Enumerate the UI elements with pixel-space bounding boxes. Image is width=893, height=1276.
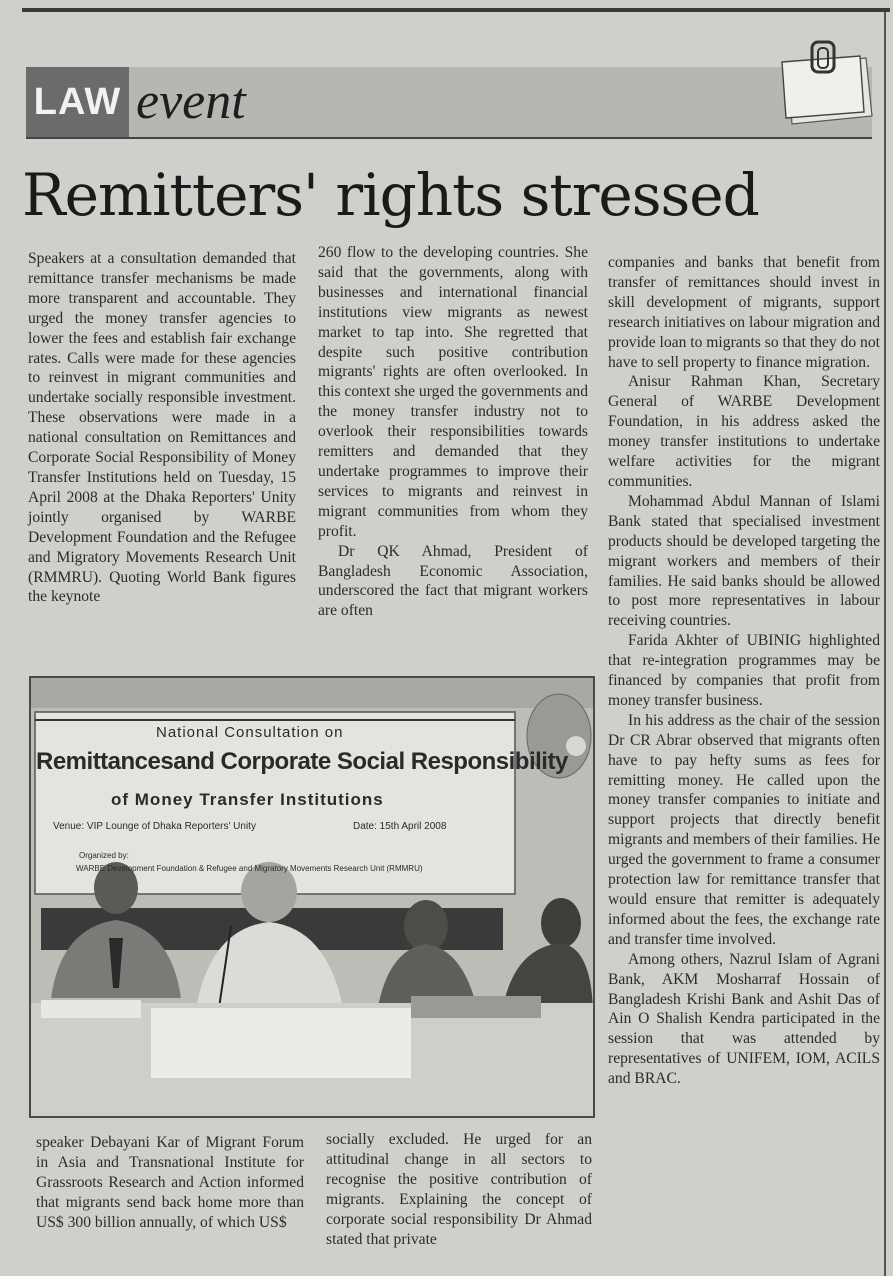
section-banner bbox=[26, 67, 872, 139]
photo-banner-organizers: WARBE Development Foundation & Refugee and Migratory Movements Research Unit (RMMRU) bbox=[76, 864, 423, 873]
paragraph: speaker Debayani Kar of Migrant Forum in Asia and Transnational Institute for Grassroots Research and Action informed that migrants send back home more than US$ 300 billion annually, of which US$ bbox=[36, 1134, 304, 1231]
article-column-5 bbox=[326, 1130, 592, 1249]
photo-banner-line3: of Money Transfer Institutions bbox=[111, 790, 384, 809]
paragraph: Speakers at a consultation demanded that remittance transfer mechanisms be made more transparent and accountable. They urged the money transfer agencies to lower the fees and establish fair exchange rates. Calls were made for these agencies to reinvest in migrant communities and undertake socially responsible investment. These observations were made in a national consultation on Remittances and Corporate Social Responsibility of Money Transfer Institutions held on Tuesday, 15 April 2008 at the Dhaka Reporters' Unity jointly organised by WARBE Development Foundation and the Refugee and Migratory Movements Research Unit (RMMRU). Quoting World Bank figures the keynote bbox=[28, 250, 296, 606]
paragraph: socially excluded. He urged for an attitudinal change in all sectors to recognise the positive contribution of migrants. Explaining the concept of corporate social responsibility Dr Ahmad stated that private bbox=[326, 1131, 592, 1248]
paragraph: Anisur Rahman Khan, Secretary General of WARBE Development Foundation, in his address asked the money transfer institutions to undertake welfare activities for the migrant communities. bbox=[608, 373, 880, 490]
paragraph: companies and banks that benefit from transfer of remittances should invest in skill development of migrants, support research initiatives on labour migration and provide loan to migrants so that they do not have to sell property to finance migration. bbox=[608, 254, 880, 371]
headline: Remitters' rights stressed bbox=[22, 161, 759, 229]
paragraph: Mohammad Abdul Mannan of Islami Bank stated that specialised investment products should be developed targeting the migrant workers and members of their families. He said banks should be allowed to post more representatives in labour receiving countries. bbox=[608, 492, 880, 630]
article-column-4 bbox=[36, 1133, 304, 1233]
section-label-event: event bbox=[136, 73, 246, 130]
photo-banner-organized-by: Organized by: bbox=[79, 851, 129, 860]
top-rule bbox=[22, 8, 890, 12]
article-column-1 bbox=[28, 249, 296, 607]
photo-banner-line1: National Consultation on bbox=[156, 724, 344, 741]
section-label-law: LAW bbox=[26, 67, 129, 137]
article-column-2 bbox=[318, 243, 588, 621]
column-divider bbox=[884, 12, 886, 1276]
photo-banner-date: Date: 15th April 2008 bbox=[353, 821, 447, 832]
paragraph: 260 flow to the developing countries. She said that the governments, along with businesses and international financial institutions view migrants as newest market to tap into. She regretted that despite such positive contribution migrants' rights are often overlooked. In this context she urged the governments and the money transfer industry not to overlook their responsibilities towards remitters and demanded that they undertake programmes to improve their services to migrants and reinvest in migrant communities from whom they profit. bbox=[318, 244, 588, 540]
paragraph: Among others, Nazrul Islam of Agrani Bank, AKM Mosharraf Hossain of Bangladesh Krishi Bank and Ashit Das of Ain O Shalish Kendra participated in the session that was attended by representatives of UNIFEM, IOM, ACILS and BRAC. bbox=[608, 950, 880, 1088]
paragraph: Dr QK Ahmad, President of Bangladesh Economic Association, underscored the fact that migrant workers are often bbox=[318, 542, 588, 620]
event-photo bbox=[29, 676, 595, 1118]
photo-banner-venue: Venue: VIP Lounge of Dhaka Reporters' Unity bbox=[53, 821, 256, 832]
paragraph: Farida Akhter of UBINIG highlighted that re-integration programmes may be financed by companies that profit from money transfer business. bbox=[608, 632, 880, 709]
paragraph: In his address as the chair of the session Dr CR Abrar observed that migrants often have to pay hefty sums as fees for remitting money. He called upon the money transfer companies to initiate and support projects that directly benefit migrants and members of their families. He urged the government to frame a consumer protection law for remittance transfer that would ensure that remitter is adequately informed about the fees, the exchange rate and transfer time involved. bbox=[608, 711, 880, 948]
article-column-3 bbox=[608, 253, 880, 1089]
photo-scene bbox=[31, 678, 593, 1116]
paper-clip-note-icon bbox=[778, 38, 878, 128]
photo-banner-line2: Remittancesand Corporate Social Responsibility bbox=[36, 748, 568, 775]
